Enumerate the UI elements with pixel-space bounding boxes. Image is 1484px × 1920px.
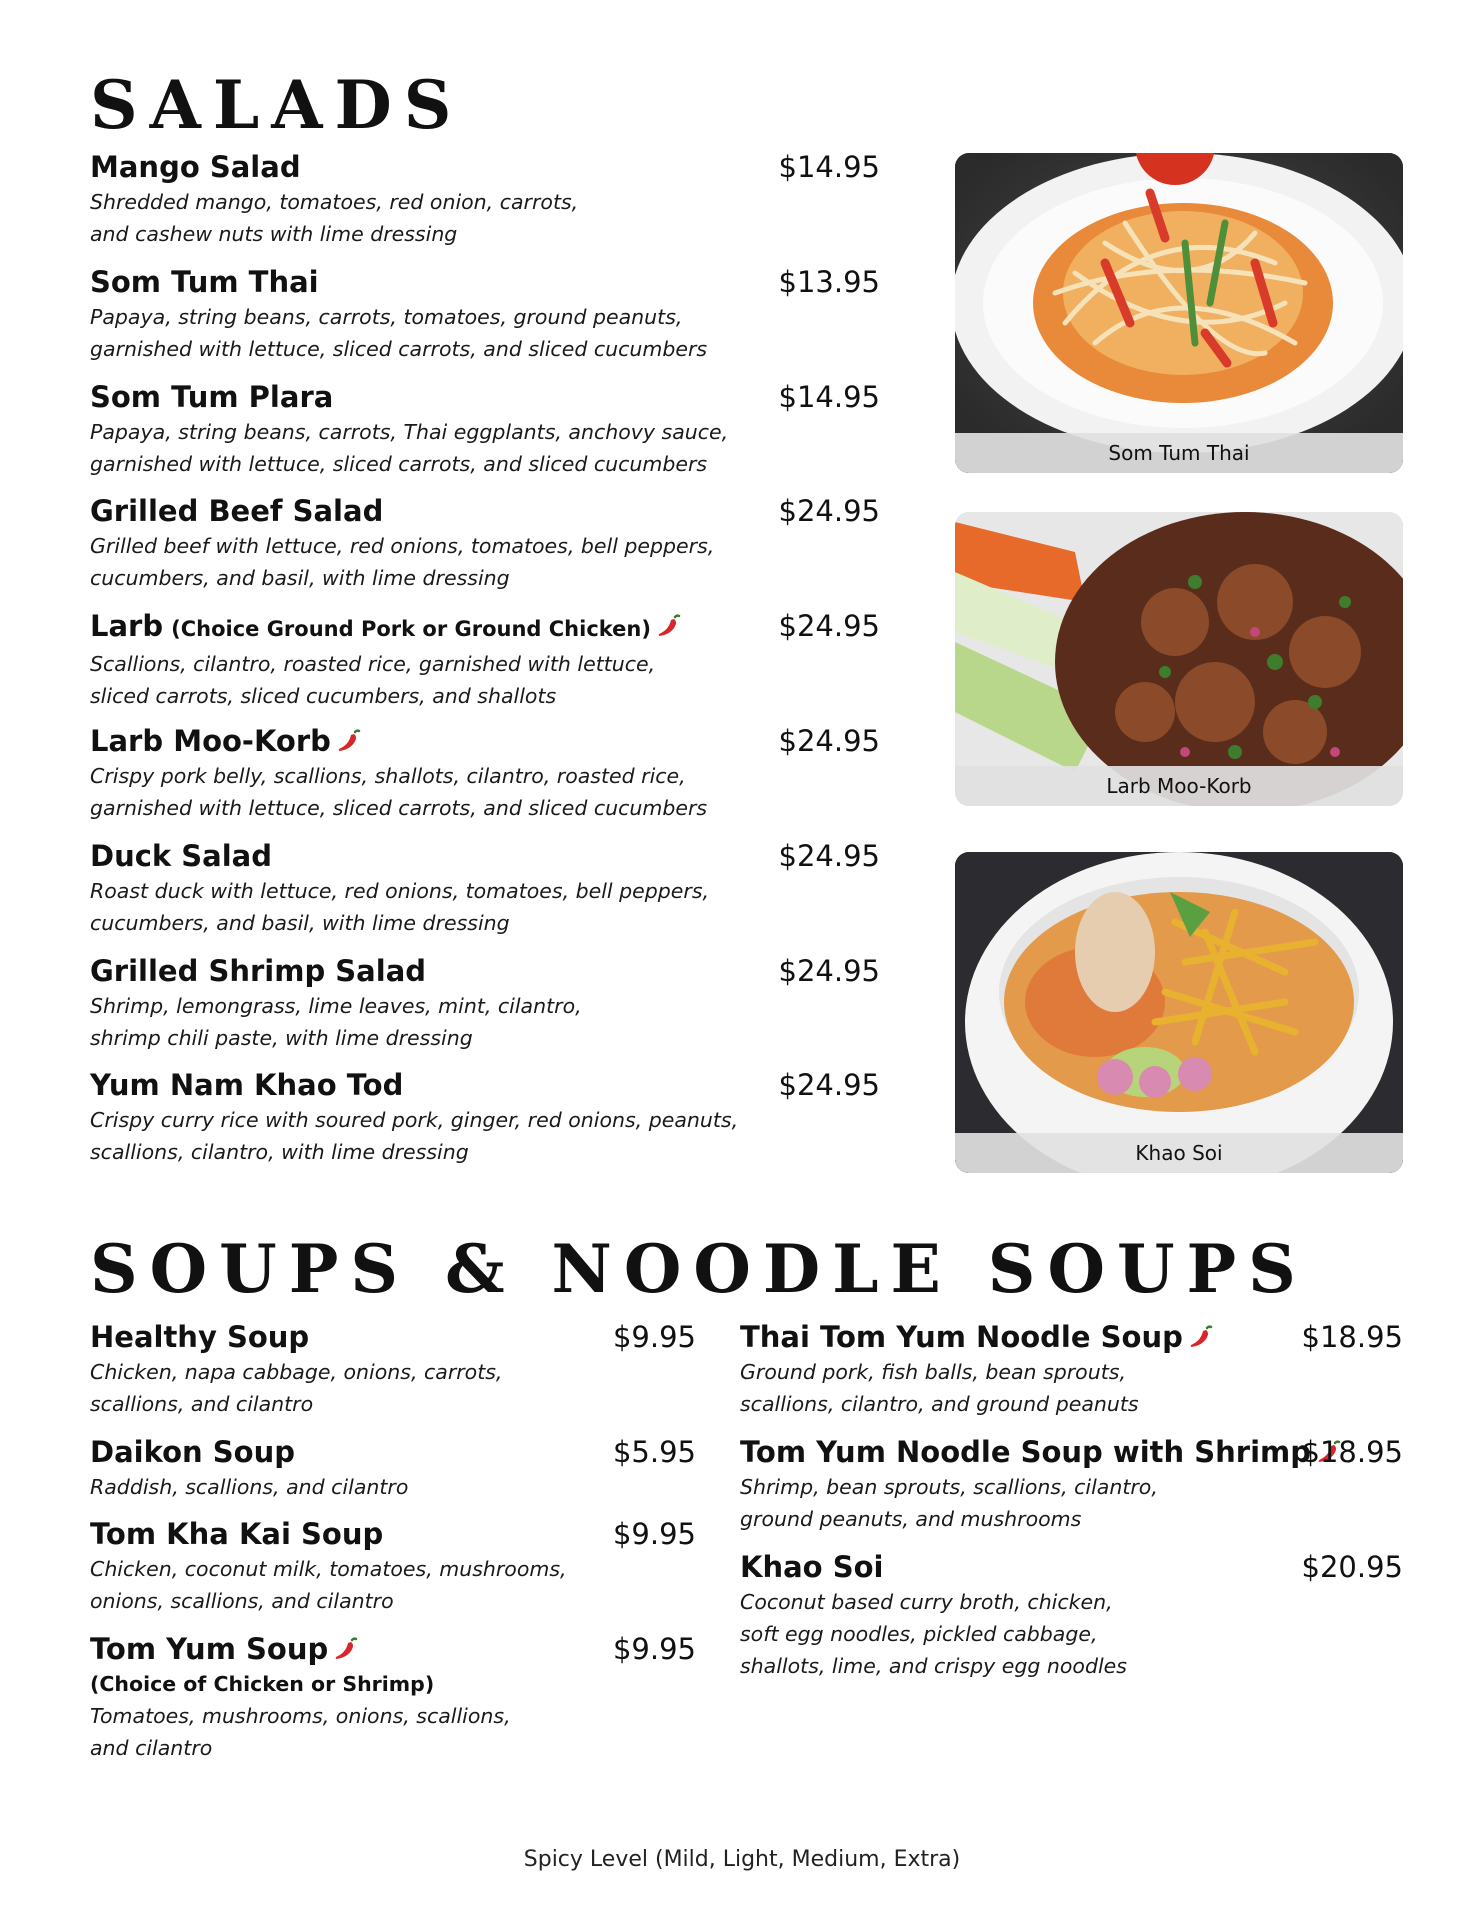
- menu-item-description-line: Raddish, scallions, and cilantro: [90, 1475, 409, 1499]
- menu-item-price: $24.95: [778, 494, 880, 529]
- menu-item: [90, 609, 880, 712]
- menu-item-description-line: Papaya, string beans, carrots, Thai eggplants, anchovy sauce,: [90, 419, 729, 444]
- menu-item: [90, 150, 880, 250]
- menu-item-name: Mango Salad: [90, 150, 301, 184]
- menu-item-price: $18.95: [1301, 1435, 1403, 1469]
- menu-item-name-row: [90, 1068, 880, 1102]
- menu-item-name: Duck Salad: [90, 838, 273, 873]
- menu-item: [90, 380, 880, 480]
- menu-item-description-line: Ground pork, fish balls, bean sprouts,: [740, 1360, 1126, 1384]
- photo-khao-soi: [955, 852, 1403, 1173]
- menu-item-name-row: [90, 265, 880, 299]
- menu-item-name-row: [90, 1632, 696, 1666]
- menu-item-price: $24.95: [778, 724, 880, 758]
- menu-item-description-line: Crispy pork belly, scallions, shallots, cilantro, roasted rice,: [90, 764, 686, 788]
- section-title-soups: SOUPS & NOODLE SOUPS: [90, 1230, 1308, 1308]
- menu-item-description-line: scallions, cilantro, and ground peanuts: [740, 1392, 1139, 1416]
- menu-item-name-row: [90, 954, 880, 988]
- photo-caption: Larb Moo-Korb: [955, 766, 1403, 806]
- menu-item-description-line: Shredded mango, tomatoes, red onion, carrots,: [90, 190, 579, 214]
- menu-item-price: $18.95: [1301, 1320, 1403, 1354]
- menu-item: [90, 265, 880, 365]
- chili-pepper-icon: [655, 612, 681, 638]
- menu-item: [90, 1517, 696, 1617]
- photo-caption: Som Tum Thai: [955, 433, 1403, 473]
- menu-item-description-line: and cashew nuts with lime dressing: [90, 222, 458, 246]
- menu-item-description: [90, 875, 880, 939]
- menu-item-name-row: [90, 1435, 696, 1469]
- menu-item-description-line: ground peanuts, and mushrooms: [740, 1507, 1082, 1531]
- menu-item-price: $9.95: [612, 1320, 696, 1354]
- menu-item-description: [90, 1104, 880, 1168]
- menu-item-description-line: garnished with lettuce, sliced carrots, and sliced cucumbers: [90, 336, 708, 361]
- menu-item-name-row: [90, 839, 880, 873]
- menu-item-name: Tom Kha Kai Soup: [90, 1517, 384, 1551]
- menu-item-description: [90, 416, 880, 480]
- menu-item-name: Grilled Shrimp Salad: [90, 953, 427, 988]
- photo-som-tum-thai: [955, 153, 1403, 473]
- menu-item-description: [90, 648, 880, 712]
- menu-item-description: [90, 301, 880, 365]
- menu-item-name: Som Tum Thai: [90, 264, 319, 299]
- menu-item: [740, 1435, 1403, 1535]
- menu-item-description: [90, 1553, 696, 1617]
- menu-item-description-line: Shrimp, lemongrass, lime leaves, mint, cilantro,: [90, 993, 582, 1018]
- menu-item-description: [90, 530, 880, 594]
- menu-item-description-line: cucumbers, and basil, with lime dressing: [90, 910, 510, 935]
- menu-item: [90, 494, 880, 594]
- menu-item-name: Healthy Soup: [90, 1320, 310, 1354]
- menu-item-description: [90, 1471, 696, 1503]
- menu-item-description-line: and cilantro: [90, 1736, 213, 1760]
- menu-item-description-line: Coconut based curry broth, chicken,: [740, 1590, 1113, 1614]
- menu-item-description-line: sliced carrots, sliced cucumbers, and shallots: [90, 684, 557, 709]
- som-tum-thai-image: [955, 153, 1403, 473]
- menu-item-choice: (Choice of Chicken or Shrimp): [90, 1672, 435, 1696]
- menu-item-description-line: shrimp chili paste, with lime dressing: [90, 1025, 473, 1050]
- spicy-level-note: Spicy Level (Mild, Light, Medium, Extra): [523, 1847, 961, 1872]
- menu-item-description: [740, 1471, 1403, 1535]
- menu-item-price: $24.95: [778, 838, 880, 873]
- menu-item-description-line: scallions, and cilantro: [90, 1392, 314, 1416]
- khao-soi-image: [955, 852, 1403, 1173]
- menu-item-description-line: Chicken, napa cabbage, onions, carrots,: [90, 1360, 503, 1384]
- menu-item-description: [90, 1356, 696, 1420]
- menu-item-name: Larb: [90, 609, 164, 644]
- chili-pepper-icon: [335, 727, 361, 753]
- menu-item-description-line: onions, scallions, and cilantro: [90, 1589, 394, 1613]
- menu-item-choice: (Choice Ground Pork or Ground Chicken): [171, 617, 651, 642]
- menu-item-description-line: Papaya, string beans, carrots, tomatoes, ground peanuts,: [90, 304, 683, 329]
- menu-item-description-line: garnished with lettuce, sliced carrots, and sliced cucumbers: [90, 796, 708, 820]
- menu-item-name: Yum Nam Khao Tod: [90, 1068, 404, 1103]
- menu-item-price: $9.95: [612, 1517, 696, 1551]
- menu-item-price: $14.95: [778, 150, 880, 184]
- menu-item-price: $24.95: [778, 609, 880, 644]
- menu-item-price: $24.95: [778, 1068, 880, 1103]
- menu-item-description-line: Grilled beef with lettuce, red onions, tomatoes, bell peppers,: [90, 534, 715, 559]
- menu-item-name: Khao Soi: [740, 1550, 884, 1584]
- menu-item-name: Thai Tom Yum Noodle Soup: [740, 1320, 1183, 1354]
- menu-item-name-row: [90, 724, 880, 758]
- menu-item-description: [90, 1700, 696, 1764]
- menu-item-description-line: garnished with lettuce, sliced carrots, and sliced cucumbers: [90, 451, 708, 476]
- menu-item-name-row: [90, 1320, 696, 1354]
- menu-item-name-row: [90, 150, 880, 184]
- menu-item: [740, 1320, 1403, 1420]
- menu-item-description-line: Tomatoes, mushrooms, onions, scallions,: [90, 1704, 511, 1728]
- menu-item-name: Grilled Beef Salad: [90, 494, 384, 529]
- section-title-salads: SALADS: [90, 66, 464, 144]
- menu-item-name: Tom Yum Noodle Soup with Shrimp: [740, 1435, 1311, 1469]
- menu-item: [90, 1068, 880, 1168]
- menu-item-description-line: scallions, cilantro, with lime dressing: [90, 1140, 469, 1165]
- menu-item-name: Som Tum Plara: [90, 379, 334, 414]
- menu-item-name: Larb Moo-Korb: [90, 724, 331, 758]
- photo-caption: Khao Soi: [955, 1133, 1403, 1173]
- menu-item-description-line: soft egg noodles, pickled cabbage,: [740, 1622, 1098, 1646]
- menu-item-description: [90, 760, 880, 824]
- menu-item: [740, 1550, 1403, 1682]
- menu-item-price: $13.95: [778, 264, 880, 299]
- menu-item: [90, 1320, 696, 1420]
- menu-item-name: Tom Yum Soup: [90, 1632, 329, 1666]
- menu-item-price: $24.95: [778, 953, 880, 988]
- menu-item-description: [90, 186, 880, 250]
- menu-item-description-line: Chicken, coconut milk, tomatoes, mushrooms,: [90, 1557, 567, 1581]
- menu-item-description-line: shallots, lime, and crispy egg noodles: [740, 1654, 1127, 1678]
- menu-item-name-row: [90, 609, 880, 646]
- menu-item-description-line: Shrimp, bean sprouts, scallions, cilantro,: [740, 1475, 1158, 1499]
- menu-item: [90, 1435, 696, 1503]
- menu-item: [90, 1632, 696, 1764]
- chili-pepper-icon: [332, 1635, 358, 1661]
- menu-item-description: [90, 990, 880, 1054]
- menu-item-description-line: Crispy curry rice with soured pork, ginger, red onions, peanuts,: [90, 1108, 739, 1133]
- menu-item-price: $9.95: [612, 1632, 696, 1666]
- menu-item: [90, 954, 880, 1054]
- menu-item-description: [740, 1586, 1403, 1682]
- menu-item-price: $14.95: [778, 379, 880, 414]
- menu-item-description-line: cucumbers, and basil, with lime dressing: [90, 566, 510, 591]
- menu-item: [90, 724, 880, 824]
- menu-item-description-line: Scallions, cilantro, roasted rice, garnished with lettuce,: [90, 652, 656, 677]
- menu-item-price: $20.95: [1301, 1550, 1403, 1584]
- menu-item-name-row: [90, 1517, 696, 1551]
- menu-item: [90, 839, 880, 939]
- chili-pepper-icon: [1187, 1323, 1213, 1349]
- menu-item-name-row: [90, 494, 880, 528]
- menu-item-name: Daikon Soup: [90, 1435, 295, 1469]
- photo-larb-moo-korb: [955, 512, 1403, 806]
- menu-item-price: $5.95: [612, 1435, 696, 1469]
- menu-item-description: [740, 1356, 1403, 1420]
- menu-item-name-row: [90, 380, 880, 414]
- menu-item-description-line: Roast duck with lettuce, red onions, tomatoes, bell peppers,: [90, 878, 710, 903]
- larb-moo-korb-image: [955, 512, 1403, 806]
